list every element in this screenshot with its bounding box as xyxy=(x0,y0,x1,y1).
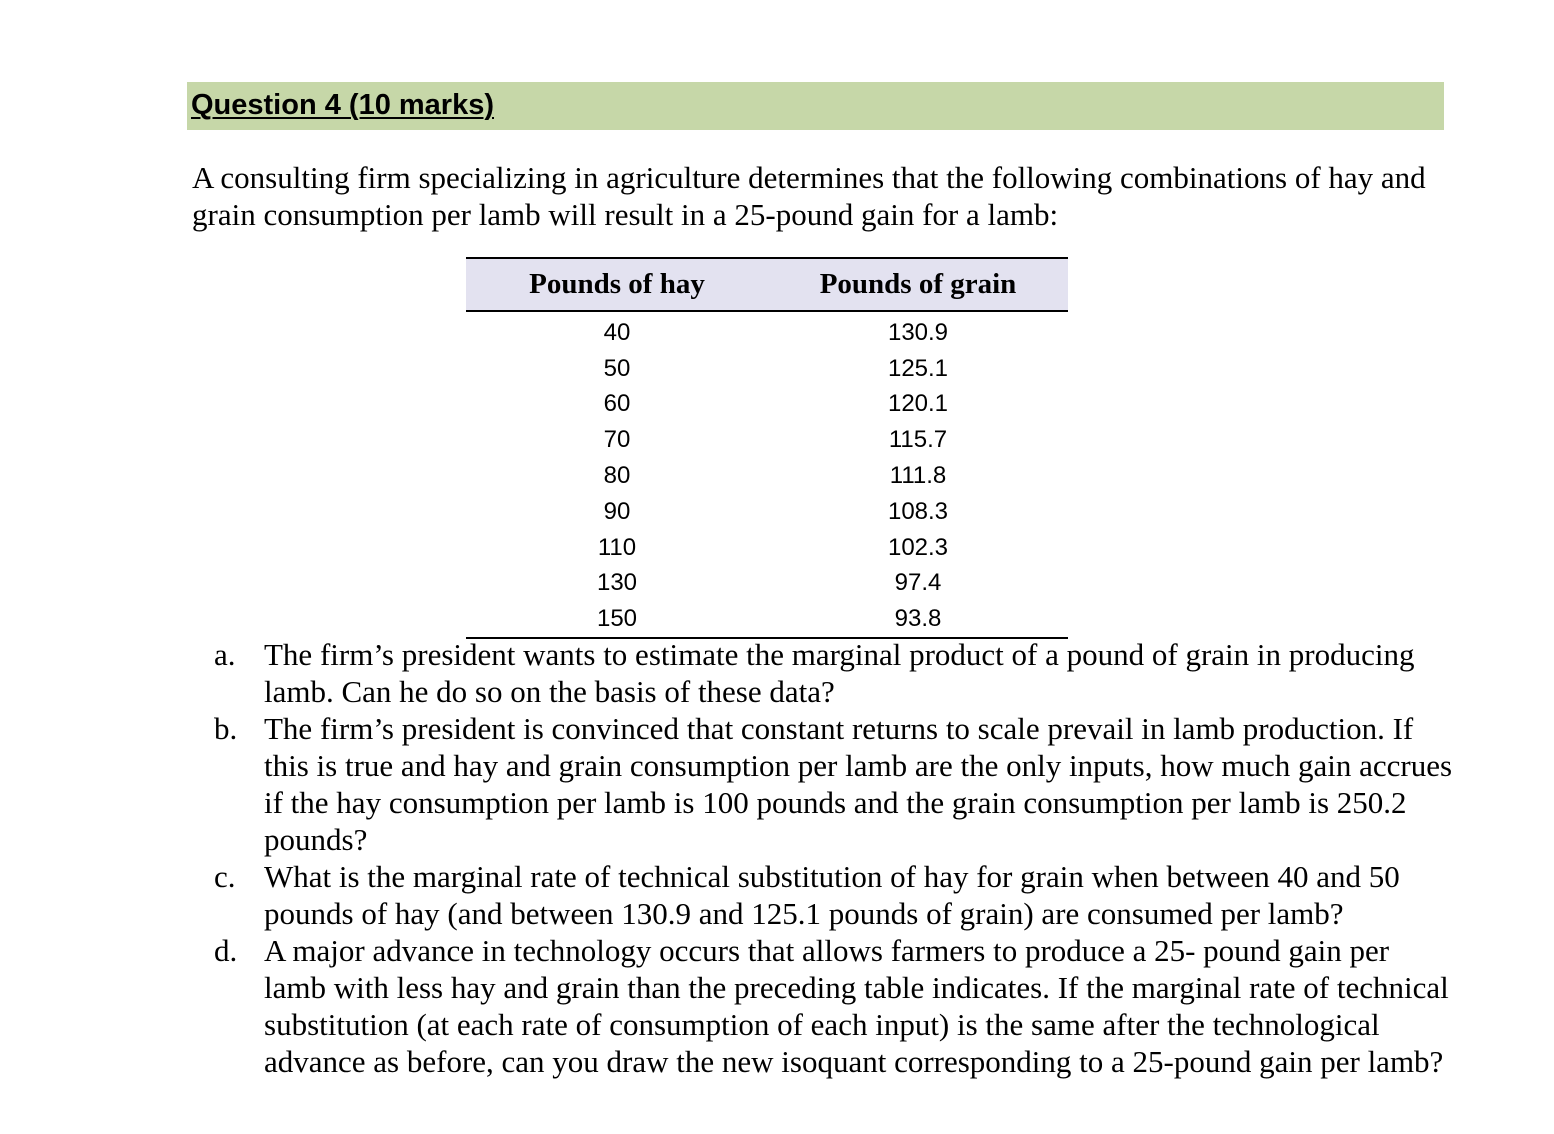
table-row xyxy=(466,494,1068,530)
part-text: What is the marginal rate of technical substitution of hay for grain when between 40 and 50 pounds of hay (and between 130.9 and 125.1 pounds of grain) are consumed per lamb? xyxy=(264,859,1400,931)
table-row xyxy=(466,351,1068,387)
table-row xyxy=(466,311,1068,351)
hay-cell: 50 xyxy=(603,354,631,382)
part-label: c. xyxy=(214,859,236,894)
part-text: The firm’s president wants to estimate the marginal product of a pound of grain in producing lamb. Can he do so on the basis of these data? xyxy=(264,637,1415,709)
table-row xyxy=(466,458,1068,494)
grain-cell: 130.9 xyxy=(887,318,949,346)
question-title: Question 4 (10 marks) xyxy=(191,89,494,121)
part-label: b. xyxy=(214,711,238,746)
table-row xyxy=(466,422,1068,458)
hay-cell: 70 xyxy=(603,426,631,454)
hay-cell: 130 xyxy=(596,569,638,597)
table-row xyxy=(466,601,1068,638)
intro-paragraph: A consulting firm specializing in agriculture determines that the following combinations of hay and grain consumption per lamb will result in a 25-pound gain for a lamb: xyxy=(192,160,1426,232)
hay-cell: 40 xyxy=(603,318,631,346)
hay-cell: 110 xyxy=(597,533,637,561)
hay-cell: 90 xyxy=(603,497,631,525)
question-parts-list xyxy=(214,636,1454,1080)
part-text: A major advance in technology occurs that allows farmers to produce a 25- pound gain per lamb with less hay and grain than the preceding table indicates. If the marginal rate of technical substitution (at each rate of consumption of each input) is the same after the technological advance as before, can you draw the new isoquant corresponding to a 25-pound gain per lamb? xyxy=(264,933,1449,1079)
hay-grain-table xyxy=(466,257,1068,639)
table-row xyxy=(466,566,1068,602)
grain-cell: 125.1 xyxy=(887,354,949,382)
question-part-c xyxy=(214,858,1454,932)
hay-cell: 80 xyxy=(603,462,631,490)
grain-cell: 115.7 xyxy=(888,426,948,454)
header-pounds-of-hay: Pounds of hay xyxy=(466,258,768,311)
header-pounds-of-grain: Pounds of grain xyxy=(768,258,1068,311)
question-part-b xyxy=(214,710,1454,858)
table-row xyxy=(466,387,1068,423)
part-label: a. xyxy=(214,637,236,672)
grain-cell: 111.8 xyxy=(889,462,947,490)
grain-cell: 93.8 xyxy=(768,601,1068,638)
question-part-a xyxy=(214,636,1454,710)
grain-cell: 108.3 xyxy=(887,497,949,525)
table-row xyxy=(466,530,1068,566)
table-header-row xyxy=(466,258,1068,311)
part-text: The firm’s president is convinced that constant returns to scale prevail in lamb production. If this is true and hay and grain consumption per lamb are the only inputs, how much gain accrues if the hay consumption per lamb is 100 pounds and the grain consumption per lamb is 250.2 pounds? xyxy=(264,711,1453,857)
hay-cell: 60 xyxy=(603,390,631,418)
part-label: d. xyxy=(214,933,238,968)
question-part-d xyxy=(214,932,1454,1080)
hay-cell: 150 xyxy=(466,601,768,638)
grain-cell: 120.1 xyxy=(887,390,949,418)
grain-cell: 102.3 xyxy=(887,533,949,561)
grain-cell: 97.4 xyxy=(894,569,942,597)
question-header xyxy=(187,82,1444,130)
